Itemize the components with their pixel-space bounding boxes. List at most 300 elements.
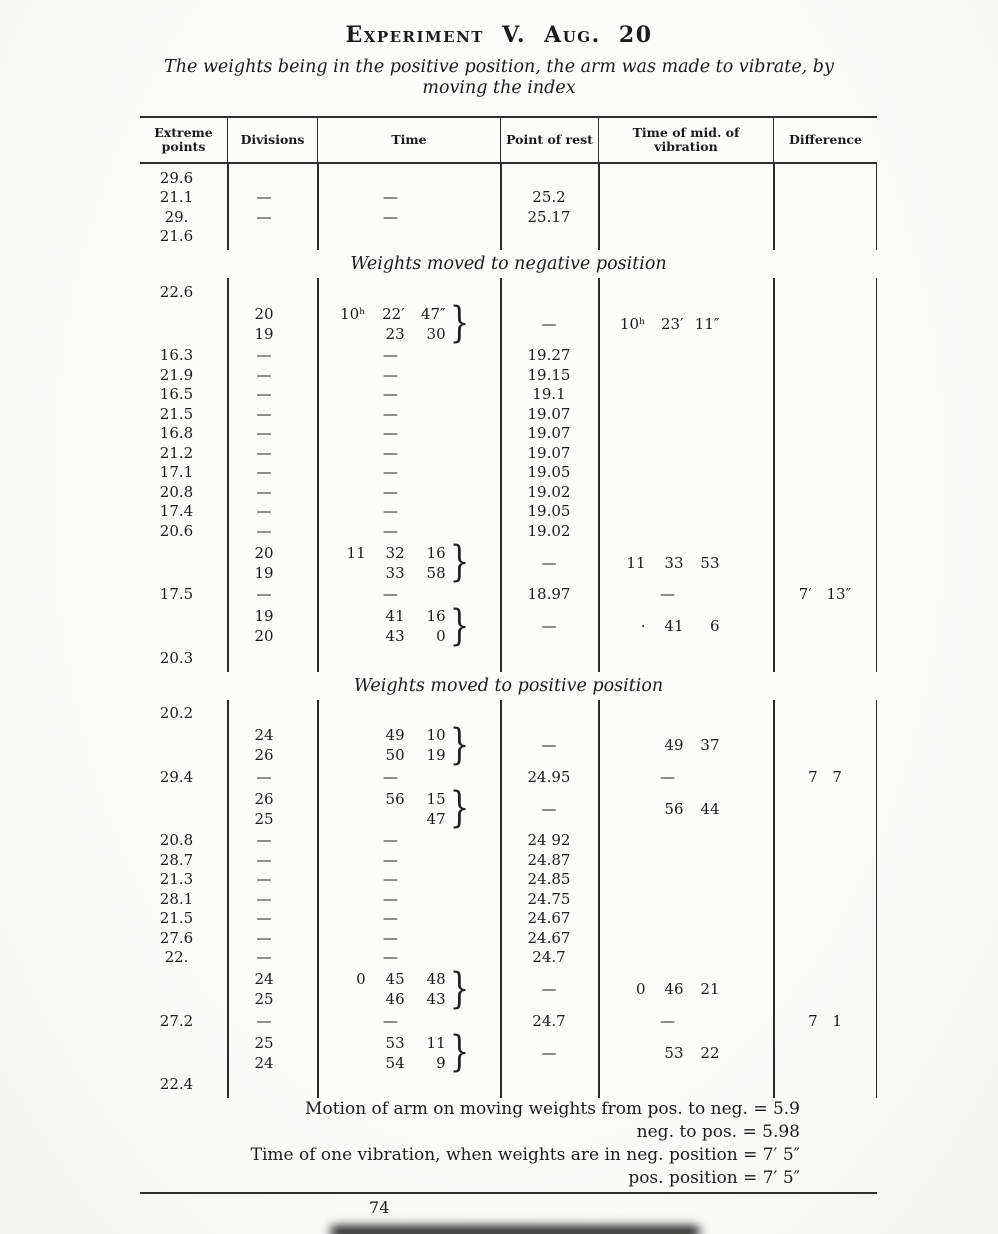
table-cell: — bbox=[383, 870, 398, 889]
time-second: 47 bbox=[426, 809, 446, 828]
division-value: 26 bbox=[254, 746, 274, 764]
column-rule bbox=[317, 700, 319, 1099]
time-cell bbox=[317, 720, 500, 769]
table-cell: 24.67 bbox=[527, 928, 571, 947]
table-cell: 21.9 bbox=[159, 365, 194, 384]
table-cell: 7 1 bbox=[808, 1011, 842, 1030]
table-cell: 16.8 bbox=[159, 424, 194, 443]
time-minute: 22′ bbox=[382, 304, 405, 323]
column-rule bbox=[773, 164, 775, 250]
footer-line: neg. to pos. = 5.98 bbox=[636, 1122, 800, 1142]
mid-hour: · bbox=[640, 617, 646, 635]
time-second: 16 bbox=[426, 607, 446, 625]
time-minute: 49 bbox=[385, 726, 405, 744]
table-cell: — bbox=[256, 928, 272, 947]
table-cell: 22. bbox=[164, 948, 189, 967]
table-row bbox=[140, 385, 877, 405]
division-value: 19 bbox=[254, 324, 274, 343]
subtitle-line-1: The weights being in the positive position, the arm was made to vibrate, by bbox=[164, 57, 834, 77]
point-of-rest-cell: — bbox=[541, 799, 557, 818]
table-cell: — bbox=[256, 585, 272, 604]
table-row bbox=[140, 463, 877, 483]
table-cell: — bbox=[660, 767, 675, 786]
time-minute: 23 bbox=[385, 324, 405, 343]
table-cell: — bbox=[383, 1011, 398, 1030]
table-cell: 21.5 bbox=[159, 909, 194, 928]
division-value: 25 bbox=[254, 809, 274, 828]
column-rule bbox=[227, 700, 229, 1099]
footer-line: pos. position = 7′ 5″ bbox=[628, 1168, 800, 1188]
table-cell: 21.5 bbox=[159, 404, 194, 423]
table-cell: — bbox=[256, 870, 272, 889]
time-minute: 46 bbox=[385, 990, 405, 1008]
table-cell: — bbox=[383, 463, 398, 482]
table-cell: 20.8 bbox=[159, 482, 194, 501]
mid-minute: 49 bbox=[664, 736, 684, 754]
mid-second: 53 bbox=[700, 553, 720, 572]
table-cell: 24.67 bbox=[527, 909, 571, 928]
table-cell: 22.6 bbox=[159, 282, 194, 301]
time-hour bbox=[332, 745, 366, 765]
time-hour: 11 bbox=[346, 543, 366, 562]
table-row bbox=[140, 443, 877, 463]
table-cell: 24.95 bbox=[527, 767, 571, 786]
time-line bbox=[332, 626, 446, 646]
table-cell: 16.3 bbox=[159, 346, 194, 365]
time-minute: 33 bbox=[385, 563, 405, 582]
table-row bbox=[140, 850, 877, 870]
mid-vibration-cell bbox=[598, 541, 773, 585]
column-rule bbox=[500, 700, 502, 1099]
table-cell: — bbox=[383, 767, 398, 786]
time-line bbox=[332, 725, 446, 745]
divisions-cell bbox=[227, 302, 317, 346]
mid-vibration-cell bbox=[598, 1031, 773, 1075]
divisions-cell bbox=[227, 1031, 317, 1075]
section-heading: Weights moved to positive position bbox=[353, 675, 664, 696]
time-second: 0 bbox=[436, 627, 446, 645]
time-hour bbox=[332, 324, 366, 344]
time-minute: 56 bbox=[385, 789, 405, 808]
table-cell: — bbox=[383, 585, 398, 604]
table-row bbox=[140, 282, 877, 302]
time-hour bbox=[332, 725, 366, 745]
column-rule bbox=[317, 278, 319, 672]
time-second: 30 bbox=[426, 324, 446, 343]
time-line bbox=[332, 324, 446, 344]
table-body bbox=[140, 164, 877, 1098]
table-cell: — bbox=[383, 831, 398, 850]
column-rule bbox=[500, 278, 502, 672]
table-row bbox=[140, 704, 877, 724]
time-hour bbox=[332, 606, 366, 626]
time-minute: 50 bbox=[385, 746, 405, 764]
table-cell: 19.05 bbox=[527, 463, 571, 482]
table-cell: — bbox=[256, 909, 272, 928]
table-row bbox=[140, 424, 877, 444]
time-minute: 41 bbox=[385, 607, 405, 625]
table-section bbox=[140, 278, 877, 672]
table-section bbox=[140, 700, 877, 1099]
table-cell: 27.2 bbox=[159, 1011, 194, 1030]
column-rule bbox=[598, 700, 600, 1099]
table-cell: — bbox=[256, 424, 272, 443]
divisions-cell bbox=[227, 604, 317, 648]
table-row-pair bbox=[140, 601, 877, 650]
table-row bbox=[140, 188, 877, 208]
table-cell: — bbox=[256, 502, 272, 521]
time-second: 10 bbox=[426, 726, 446, 744]
table-cell: 28.1 bbox=[159, 889, 194, 908]
table-cell: 29.4 bbox=[159, 767, 194, 786]
table-cell: — bbox=[383, 424, 398, 443]
table-row-pair bbox=[140, 720, 877, 769]
pair-brace: } bbox=[449, 1027, 470, 1077]
table-cell: — bbox=[660, 585, 675, 604]
table-cell: — bbox=[256, 831, 272, 850]
table-cell: 24.75 bbox=[527, 889, 571, 908]
table-cell: — bbox=[383, 346, 398, 365]
mid-vibration-cell bbox=[598, 604, 773, 648]
point-of-rest-cell: — bbox=[541, 736, 557, 754]
time-cell bbox=[317, 964, 500, 1013]
divisions-cell bbox=[227, 787, 317, 831]
division-value: 20 bbox=[254, 543, 274, 562]
table-cell: — bbox=[256, 385, 272, 404]
table-header-row bbox=[140, 116, 877, 164]
mid-minute: 41 bbox=[664, 617, 684, 635]
table-cell: 17.1 bbox=[159, 463, 194, 482]
point-of-rest-cell: — bbox=[541, 553, 557, 572]
column-rule bbox=[876, 278, 878, 672]
table-cell: — bbox=[383, 207, 398, 226]
time-lines bbox=[332, 304, 446, 344]
time-second: 15 bbox=[426, 789, 446, 808]
table-row bbox=[140, 909, 877, 929]
time-lines bbox=[332, 969, 446, 1009]
table-cell: 27.6 bbox=[159, 928, 194, 947]
column-header: Time bbox=[317, 118, 500, 162]
time-second: 58 bbox=[426, 563, 446, 582]
table-cell: 24.7 bbox=[532, 1011, 566, 1030]
column-rule bbox=[598, 164, 600, 250]
time-second: 11 bbox=[426, 1033, 446, 1052]
mid-minute: 33 bbox=[664, 553, 684, 572]
table-cell: — bbox=[256, 889, 272, 908]
time-line bbox=[332, 543, 446, 563]
pair-brace: } bbox=[449, 964, 470, 1013]
division-value: 25 bbox=[254, 990, 274, 1008]
table-row bbox=[140, 346, 877, 366]
table-row bbox=[140, 767, 877, 787]
time-cell bbox=[317, 601, 500, 650]
section-heading: Weights moved to negative position bbox=[350, 254, 667, 274]
mid-minute: 46 bbox=[664, 980, 684, 998]
mid-hour: 0 bbox=[635, 980, 646, 998]
table-cell: — bbox=[383, 850, 398, 869]
time-line bbox=[332, 969, 446, 989]
table-cell: 19.07 bbox=[527, 404, 571, 423]
time-cell bbox=[317, 298, 500, 348]
pair-brace: } bbox=[449, 601, 470, 650]
table-row bbox=[140, 227, 877, 247]
table-row-pair bbox=[140, 298, 877, 348]
table-cell: — bbox=[256, 443, 272, 462]
table-cell: 20.3 bbox=[159, 648, 194, 667]
table-cell: — bbox=[256, 346, 272, 365]
pair-brace: } bbox=[449, 720, 470, 769]
experiment-subtitle bbox=[0, 57, 998, 99]
mid-minute: 23′ bbox=[661, 314, 684, 333]
division-value: 24 bbox=[254, 726, 274, 744]
point-of-rest-cell: — bbox=[541, 980, 557, 998]
time-hour bbox=[332, 989, 366, 1009]
time-lines bbox=[332, 543, 446, 583]
divisions-cell bbox=[227, 967, 317, 1011]
point-of-rest-cell: — bbox=[541, 617, 557, 635]
column-rule bbox=[598, 278, 600, 672]
time-hour bbox=[332, 789, 366, 809]
time-lines bbox=[332, 725, 446, 765]
table-cell: 22.4 bbox=[159, 1075, 194, 1094]
table-cell: — bbox=[383, 365, 398, 384]
summary-footer bbox=[140, 1098, 800, 1190]
table-cell: 7′ 13″ bbox=[798, 585, 852, 604]
table-cell: 21.3 bbox=[159, 870, 194, 889]
mid-hour: 11 bbox=[626, 553, 646, 572]
table-row bbox=[140, 521, 877, 541]
table-cell: — bbox=[660, 1011, 675, 1030]
time-lines bbox=[332, 789, 446, 829]
data-table bbox=[140, 116, 877, 1098]
column-header: Extreme points bbox=[154, 125, 213, 154]
table-cell: 21.6 bbox=[159, 227, 194, 246]
table-cell: 20.8 bbox=[159, 831, 194, 850]
table-cell: — bbox=[383, 385, 398, 404]
table-cell: — bbox=[383, 188, 398, 207]
time-hour bbox=[332, 626, 366, 646]
page-number: 74 bbox=[369, 1198, 390, 1217]
table-cell: — bbox=[383, 909, 398, 928]
mid-vibration-cell bbox=[598, 723, 773, 767]
division-value: 20 bbox=[254, 627, 274, 645]
mid-second: 22 bbox=[700, 1043, 720, 1062]
table-cell: 29. bbox=[164, 207, 189, 226]
time-line bbox=[332, 1033, 446, 1053]
time-hour bbox=[332, 1053, 366, 1073]
table-row bbox=[140, 889, 877, 909]
table-cell: — bbox=[256, 767, 272, 786]
table-cell: — bbox=[256, 948, 272, 967]
table-cell: — bbox=[256, 404, 272, 423]
time-cell bbox=[317, 1027, 500, 1077]
division-value: 19 bbox=[254, 563, 274, 582]
pair-brace: } bbox=[449, 298, 470, 348]
table-cell: — bbox=[256, 850, 272, 869]
time-hour bbox=[332, 809, 366, 829]
point-of-rest-cell: — bbox=[541, 314, 557, 333]
time-minute: 53 bbox=[385, 1033, 405, 1052]
table-cell: — bbox=[256, 188, 272, 207]
subtitle-line-2: moving the index bbox=[422, 78, 576, 98]
table-cell: — bbox=[383, 443, 398, 462]
division-value: 19 bbox=[254, 607, 274, 625]
table-cell: 19.05 bbox=[527, 502, 571, 521]
scan-edge-shadow bbox=[330, 1226, 700, 1234]
time-second: 16 bbox=[426, 543, 446, 562]
table-section bbox=[140, 164, 877, 250]
experiment-title: Experiment V. Aug. 20 bbox=[345, 22, 653, 48]
table-cell: 19.02 bbox=[527, 482, 571, 501]
time-minute: 45 bbox=[385, 970, 405, 988]
table-cell: 19.1 bbox=[532, 385, 566, 404]
table-cell: 20.6 bbox=[159, 521, 194, 540]
table-cell: 24.7 bbox=[532, 948, 566, 967]
mid-second: 44 bbox=[700, 799, 720, 818]
table-cell: — bbox=[383, 928, 398, 947]
table-row bbox=[140, 1011, 877, 1031]
time-second: 47″ bbox=[420, 304, 446, 323]
column-rule bbox=[773, 278, 775, 672]
table-row bbox=[140, 831, 877, 851]
division-value: 24 bbox=[254, 1053, 274, 1072]
table-cell: — bbox=[256, 207, 272, 226]
table-cell: 20.2 bbox=[159, 704, 194, 723]
time-cell bbox=[317, 783, 500, 833]
pair-brace: } bbox=[449, 783, 470, 833]
table-row bbox=[140, 207, 877, 227]
time-line bbox=[332, 606, 446, 626]
time-hour bbox=[332, 1033, 366, 1053]
table-cell: — bbox=[256, 463, 272, 482]
table-row-pair bbox=[140, 783, 877, 833]
table-cell: 24 92 bbox=[527, 831, 571, 850]
table-cell: — bbox=[383, 889, 398, 908]
table-row-pair bbox=[140, 537, 877, 587]
mid-second: 37 bbox=[700, 736, 720, 754]
table-row bbox=[140, 168, 877, 188]
mid-second: 11″ bbox=[694, 314, 720, 333]
table-cell: 24.87 bbox=[527, 850, 571, 869]
time-line bbox=[332, 989, 446, 1009]
table-row bbox=[140, 928, 877, 948]
column-header: Point of rest bbox=[500, 118, 598, 162]
table-cell: 28.7 bbox=[159, 850, 194, 869]
table-row bbox=[140, 870, 877, 890]
table-cell: — bbox=[383, 521, 398, 540]
table-row bbox=[140, 1075, 877, 1095]
table-row bbox=[140, 404, 877, 424]
table-cell: 7 7 bbox=[808, 767, 842, 786]
time-second: 48 bbox=[426, 970, 446, 988]
table-cell: 19.07 bbox=[527, 424, 571, 443]
time-line bbox=[332, 809, 446, 829]
divisions-cell bbox=[227, 541, 317, 585]
time-minute: 32 bbox=[385, 543, 405, 562]
time-second: 19 bbox=[426, 746, 446, 764]
time-second: 9 bbox=[436, 1053, 446, 1072]
table-row bbox=[140, 648, 877, 668]
table-row-pair bbox=[140, 964, 877, 1013]
mid-second: 21 bbox=[700, 980, 720, 998]
table-cell: — bbox=[383, 404, 398, 423]
table-cell: 24.85 bbox=[527, 870, 571, 889]
mid-minute: 56 bbox=[664, 799, 684, 818]
mid-hour: 10ʰ bbox=[619, 314, 646, 333]
time-minute: 43 bbox=[385, 627, 405, 645]
time-minute bbox=[371, 809, 405, 829]
division-value: 25 bbox=[254, 1033, 274, 1052]
table-cell: 17.4 bbox=[159, 502, 194, 521]
time-line bbox=[332, 745, 446, 765]
table-row bbox=[140, 502, 877, 522]
column-rule bbox=[317, 164, 319, 250]
table-cell: 25.17 bbox=[527, 207, 571, 226]
pair-brace: } bbox=[449, 537, 470, 587]
time-line bbox=[332, 789, 446, 809]
time-hour: 0 bbox=[356, 970, 366, 988]
table-cell: — bbox=[256, 365, 272, 384]
table-cell: — bbox=[256, 1011, 272, 1030]
table-cell: 17.5 bbox=[159, 585, 194, 604]
time-second: 43 bbox=[426, 990, 446, 1008]
mid-vibration-cell bbox=[598, 787, 773, 831]
table-cell: 19.15 bbox=[527, 365, 571, 384]
column-header: Divisions bbox=[227, 118, 317, 162]
division-value: 26 bbox=[254, 789, 274, 808]
time-line bbox=[332, 304, 446, 324]
footer-line: Time of one vibration, when weights are in neg. position = 7′ 5″ bbox=[250, 1145, 800, 1165]
footer-line: Motion of arm on moving weights from pos. to neg. = 5.9 bbox=[305, 1099, 800, 1119]
table-cell: 16.5 bbox=[159, 385, 194, 404]
time-hour: 10ʰ bbox=[340, 304, 366, 323]
table-cell: 21.2 bbox=[159, 443, 194, 462]
column-rule bbox=[227, 164, 229, 250]
table-cell: 19.02 bbox=[527, 521, 571, 540]
time-hour bbox=[332, 563, 366, 583]
table-row-pair bbox=[140, 1027, 877, 1077]
column-header: Time of mid. of vibration bbox=[598, 118, 773, 162]
table-cell: 19.07 bbox=[527, 443, 571, 462]
time-lines bbox=[332, 606, 446, 646]
table-cell: 25.2 bbox=[532, 188, 566, 207]
column-rule bbox=[876, 164, 878, 250]
column-rule bbox=[773, 700, 775, 1099]
table-cell: — bbox=[383, 948, 398, 967]
table-cell: 19.27 bbox=[527, 346, 571, 365]
mid-minute: 53 bbox=[664, 1043, 684, 1062]
table-cell: — bbox=[383, 482, 398, 501]
table-row bbox=[140, 948, 877, 968]
table-cell: 21.1 bbox=[159, 188, 194, 207]
table-cell: — bbox=[383, 502, 398, 521]
mid-vibration-cell bbox=[598, 302, 773, 346]
time-line bbox=[332, 1053, 446, 1073]
column-rule bbox=[227, 278, 229, 672]
column-rule bbox=[876, 700, 878, 1099]
bottom-rule bbox=[140, 1192, 877, 1194]
column-header: Difference bbox=[773, 118, 877, 162]
division-value: 24 bbox=[254, 970, 274, 988]
table-cell: — bbox=[256, 521, 272, 540]
table-row bbox=[140, 585, 877, 605]
point-of-rest-cell: — bbox=[541, 1043, 557, 1062]
divisions-cell bbox=[227, 723, 317, 767]
table-row bbox=[140, 482, 877, 502]
mid-second: 6 bbox=[709, 617, 720, 635]
table-cell: — bbox=[256, 482, 272, 501]
time-lines bbox=[332, 1033, 446, 1073]
